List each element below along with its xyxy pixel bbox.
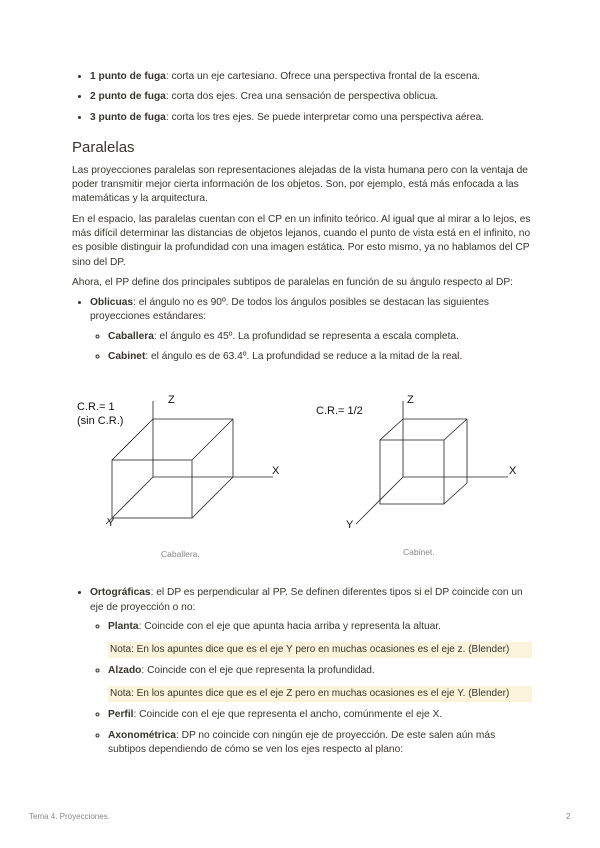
cube-edge bbox=[192, 419, 233, 460]
page-content bbox=[72, 70, 532, 763]
sublist bbox=[90, 330, 532, 365]
parallel-types-list bbox=[72, 296, 532, 364]
list-item bbox=[108, 330, 532, 344]
cr-label: C.R.= 1 bbox=[77, 401, 115, 414]
item-term: 2 punto de fuga bbox=[90, 91, 166, 103]
item-term: Planta bbox=[108, 620, 139, 632]
list-item-perfil bbox=[108, 708, 532, 722]
item-term: Perfil bbox=[108, 709, 134, 721]
cube-edge bbox=[444, 419, 467, 440]
vanishing-point-list bbox=[72, 70, 532, 125]
y-label: Y bbox=[346, 519, 354, 532]
item-text: : el ángulo es de 63.4º. La profundidad se reduce a la mitad de la real. bbox=[145, 350, 463, 362]
list-item-planta bbox=[108, 620, 532, 658]
cr-label: C.R.= 1/2 bbox=[316, 405, 363, 418]
x-label: X bbox=[509, 465, 517, 478]
list-item-ortograficas bbox=[90, 586, 532, 757]
x-label: X bbox=[272, 465, 280, 478]
z-label: Z bbox=[168, 394, 175, 407]
sublist bbox=[90, 620, 532, 757]
item-term: 1 punto de fuga bbox=[90, 71, 166, 82]
y-axis bbox=[356, 477, 403, 524]
list-item-axonometrica bbox=[108, 729, 532, 758]
cube-front-face bbox=[380, 440, 444, 504]
item-text: : Coincide con el eje que representa el ancho, comúnmente el eje X. bbox=[133, 709, 443, 721]
item-text: : corta dos ejes. Crea una sensación de perspectiva oblicua. bbox=[165, 91, 439, 103]
section-heading: Paralelas bbox=[72, 138, 135, 156]
z-label: Z bbox=[407, 394, 414, 407]
item-term: Axonométrica bbox=[108, 729, 176, 741]
cr-sublabel: (sin C.R.) bbox=[77, 415, 124, 428]
paragraph: En el espacio, las paralelas cuentan con el CP en un infinito teórico. Al igual que al mirar a lo lejos, es más difícil determinar las distancias de objetos lejanos, cuando el punto de vista está en el infinito, no es posible distinguir la profundidad con una imagen estática. Por esto mismo, ya no hablamos del CP sino del DP. bbox=[72, 213, 531, 268]
item-text: : Coincide con el eje que apunta hacia arriba y representa la altuar. bbox=[138, 620, 441, 632]
item-term: Cabinet bbox=[108, 350, 146, 362]
figure-caption: Caballera. bbox=[161, 549, 200, 560]
item-text: : corta los tres ejes. Se puede interpretar como una perspectiva aérea. bbox=[165, 111, 485, 123]
highlighted-note: Nota: En los apuntes dice que es el eje Z pero en muchas ocasiones es el eje Y. (Blender) bbox=[108, 686, 532, 702]
item-text: : Coincide con el eje que representa la profundidad. bbox=[141, 665, 375, 677]
item-term: Ortográficas bbox=[90, 587, 151, 599]
list-item-alzado bbox=[108, 664, 532, 702]
highlighted-note: Nota: En los apuntes dice que es el eje Y pero en muchas ocasiones es el eje z. (Blender) bbox=[108, 642, 532, 658]
projection-diagram bbox=[63, 370, 533, 576]
item-text: : el ángulo no es 90º. De todos los ángulos posibles se destacan las siguientes proyecciones estándares: bbox=[90, 297, 490, 323]
page-number: 2 bbox=[566, 812, 571, 821]
orthographic-list bbox=[72, 586, 532, 757]
cube-edge bbox=[380, 419, 403, 440]
item-text: : el ángulo es 45º. La profundidad se representa a escala completa. bbox=[153, 330, 459, 342]
item-term: Caballera bbox=[108, 330, 154, 342]
list-item bbox=[90, 70, 532, 84]
item-text: : DP no coincide con ningún eje de proyección. De este salen aún más subtipos dependiendo de cómo se ven los ejes respecto al plano: bbox=[108, 729, 496, 755]
cube-edge bbox=[192, 477, 233, 518]
item-text: : corta un eje cartesiano. Ofrece una perspectiva frontal de la escena. bbox=[165, 71, 481, 82]
list-item bbox=[90, 90, 532, 104]
footer-title: Tema 4. Proyecciones. bbox=[29, 812, 110, 821]
list-item bbox=[90, 111, 532, 125]
paragraph: Las proyecciones paralelas son representaciones alejadas de la vista humana pero con la ventaja de poder transmitir mejor cierta información de los objetos. Son, por ejemplo, está más enfocada a las matemáticas y la arquitectura. bbox=[72, 164, 528, 205]
cube-edge bbox=[444, 483, 467, 504]
item-term: 3 punto de fuga bbox=[90, 111, 166, 123]
list-item bbox=[108, 350, 532, 364]
item-term: Alzado bbox=[108, 665, 142, 677]
item-term: Oblicuas bbox=[90, 297, 134, 309]
paragraph: Ahora, el PP define dos principales subtipos de paralelas en función de su ángulo respecto al DP: bbox=[72, 276, 513, 288]
item-text: : el DP es perpendicular al PP. Se definen diferentes tipos si el DP coincide con un eje de proyección o no: bbox=[90, 587, 523, 613]
projection-figures bbox=[72, 370, 532, 576]
cabinet-figure bbox=[356, 401, 508, 524]
cavalier-figure bbox=[106, 401, 273, 524]
figure-caption: Cabinet. bbox=[403, 547, 435, 558]
y-label: Y bbox=[107, 517, 115, 530]
list-item-oblicuas bbox=[90, 296, 532, 364]
cube-front-face bbox=[112, 460, 192, 518]
